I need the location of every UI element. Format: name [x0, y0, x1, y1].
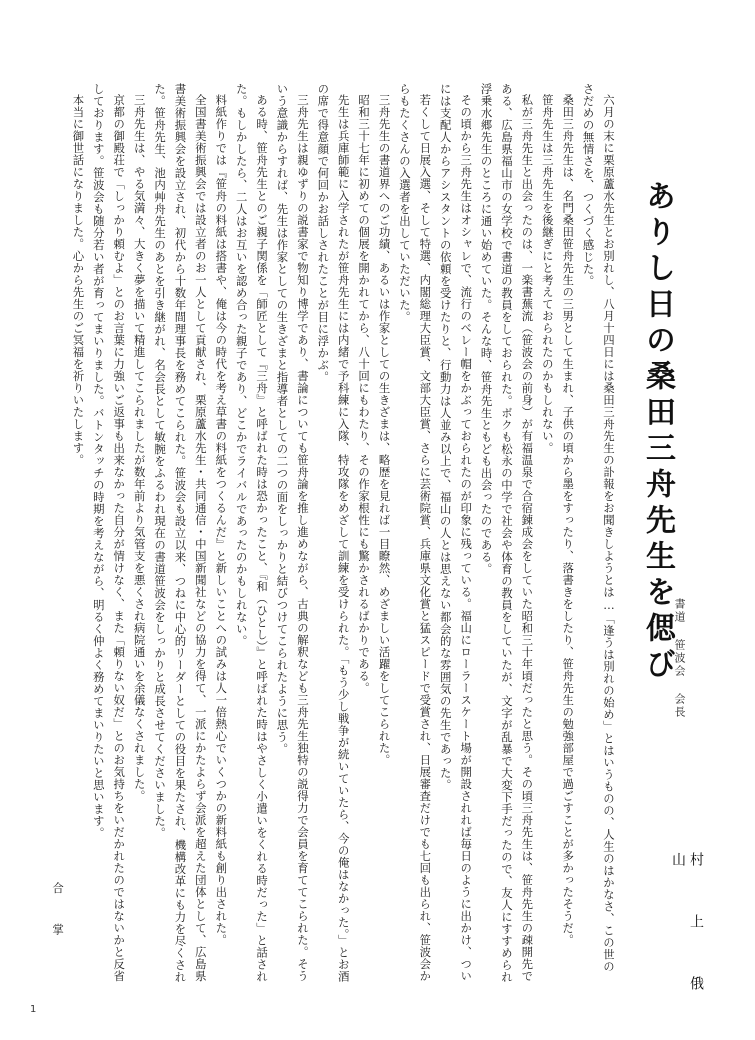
author-name: 村 上 俄 山	[670, 852, 704, 1006]
paragraph: 料紙作りでは『笹舟の料紙は搭書や、俺は今の時代を考え草書の料紙をつくるんだ』と新しいことへの試みは人一倍熱心でいくつかの新料紙も創り出された。	[214, 94, 229, 947]
article-title: ありし日の桑田三舟先生を偲び	[640, 180, 675, 684]
paragraph: 全国書美術振興会では設立者のお一人として貢献され、栗原蘆水先生・共同通信・中国新聞社などの協力を得て、一派にかたよらず会派を超えた団体として、広島県書美術振興会を設立され、初代から十数年間理事長を務めてこられた。笹波会も設立以来、つねに中心的リーダーとしての役目を果たされ、機構改革にも力を尽くされた。笹舟先生、池内艸舟先生のあとを引き継がれ、名会長として敏腕をふるわれ現在の書道笹波会をしっかりと成長させてくださいました。	[153, 83, 208, 983]
paragraph: 桑田三舟先生は、名門桑田笹舟先生の三男として生まれ、子供の頃から墨をすったり、落書きをしたり、笹舟先生の勉強部屋で過ごすことが多かったそうだ。	[561, 94, 576, 947]
paragraph: 先生は兵庫師範に入学されたが笹舟先生には内緒で予科練に入隊、特攻隊をめざして訓練を受けられた。「もう少し戦争が続いていたら、今の俺はなかった。」とお酒の席で得意顔で何回かお話しされたことが目に浮かぶ。	[316, 83, 351, 983]
article-body	[51, 83, 619, 983]
paragraph: 笹舟先生は三舟先生を後継ぎにと考えておられたのかもしれない。	[540, 94, 555, 455]
page-number: 1	[30, 1004, 37, 1015]
paragraph: 若くして日展入選、そして特選、内閣総理大臣賞、文部大臣賞、さらに芸術院賞、兵庫県文化賞と猛スピードで受賞され、日展審査だけでも七回も出られ、笹波会からもたくさんの入選者を出していただいた。	[397, 83, 433, 983]
closing-phrase: 合 掌	[51, 882, 66, 943]
paragraph: 三舟先生は親ゆずりの説書家で物知り博学であり、書論についても笹舟論を推し進めながら、古典の解釈なども三舟先生独特の説得力で会員を育ててこられた。そういう意識からすれば、先生は作家としての生きざまと指導者としての二つの面をしっかりと結びつけてこられたように思う。	[275, 83, 310, 983]
paragraph: 昭和三十七年に初めての個展を開かれてから、八十回にもわたり、その作家根性にも驚かされるばかりである。	[357, 94, 372, 695]
author-affiliation: 書道 笹波会 会長	[673, 598, 686, 719]
paragraph: 私が三舟先生と出会ったのは、一楽書蕪流（笹波会の前身）が有福温泉で合宿錬成会をしていた昭和三十年頃だったと思う。その頃三舟先生は、笹舟先生の疎開先である、広島県福山市の女学校で書道の教員をしておられた。ボクも松永の中学で社会や体育の教員をしていたが、文字が乱暴で大変下手だったので、友人にすすめられ浮乗水郷先生のところに通い始めていた。そんな時、笹舟先生ともども出会ったのである。	[479, 83, 535, 983]
paragraph: 三舟先生の書道界へのご功績、あるいは作家としての生きざまは、略歴を見れば一目瞭然、めざましい活躍をしてこられた。	[377, 94, 392, 767]
paragraph: 京都の御殿荘で「しっかり頼むよ」とのお言葉に力強いご返事も出来なかった自分が情けなく、また「頼りない奴だ」とのお気持ちをいだかれたのではないかと反省しております。笹波会も随分若い者が育ってまいりました。バトンタッチの時期を考えながら、明るく仲よく務めてまいりたいと思います。	[91, 83, 127, 983]
paragraph: 本当に御世話になりました。心から先生のご冥福を祈りいたします。	[71, 94, 86, 467]
paragraph: 六月の末に栗原蘆水先生とお別れし、八月十四日には桑田三舟先生の訃報をお聞きしようとは…「逢うは別れの始め」とはいうものの、人生のはかなさ、この世のさだめの無情さを、つくづく感じた。	[581, 83, 616, 973]
paragraph: ある時、笹舟先生とのご親子関係を「師匠として『三舟』と呼ばれた時は恐かったこと、『和（ひとし）』と呼ばれた時はやさしく小遣いをくれる時だった」と話された。もしかしたら、二人はお互いを認め合った親子であり、どこかでライバルであったのかもしれない。	[234, 83, 270, 983]
paragraph: 三舟先生は、やる気満々、大きく夢を描いて精進してこられましたが数年前より気管支を悪くされ病院通いを余儀なくされました。	[132, 94, 147, 803]
paragraph: その頃から三舟先生はオシャレで、流行のベレー帽をかぶっておられたのが印象に残っている。福山にローラースケート場が開設されれば毎日のように出かけ、ついには支配人からアシスタントの依頼を受けたりと、行動力は人並み以上で、福山の人とは思えない都会的な雰囲気の先生であった。	[438, 83, 474, 983]
